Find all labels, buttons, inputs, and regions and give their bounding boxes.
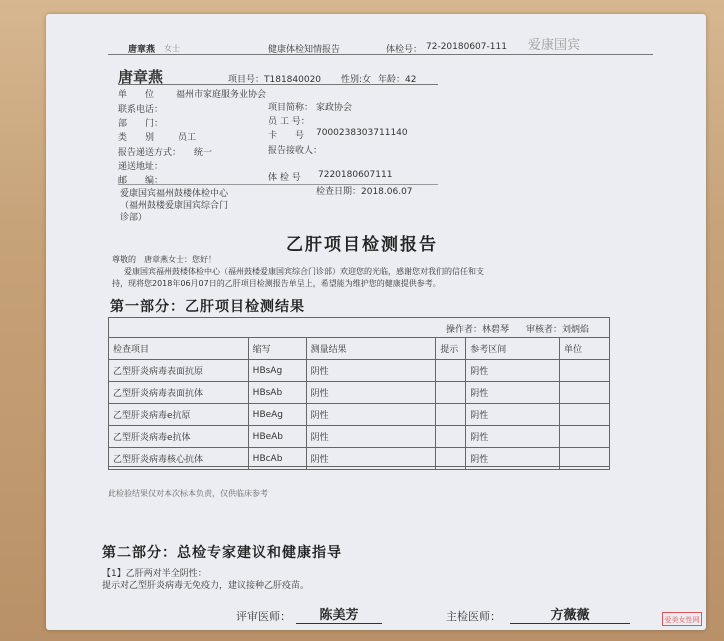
cell-result: 阴性: [306, 448, 436, 470]
disclaimer-note: 此检验结果仅对本次标本负责，仅供临床参考: [108, 489, 268, 498]
cell-abbr: HBsAb: [248, 382, 306, 404]
table-row: [109, 382, 610, 404]
reviewer-doctor-label: 评审医师：: [236, 610, 291, 623]
cell-abbr: HBsAg: [248, 360, 306, 382]
cell-result: 阴性: [306, 360, 436, 382]
header-exam-no: 72-20180607-111: [426, 42, 507, 52]
col-header-reference: 参考区间: [466, 338, 560, 360]
cell-hint: [436, 448, 466, 470]
cell-item: 乙型肝炎病毒表面抗原: [109, 360, 249, 382]
center-line-1: 爱康国宾福州鼓楼体检中心: [120, 189, 229, 199]
patient-gender: 性别:女: [341, 75, 372, 85]
reviewer: 审核者：刘炳焰: [526, 325, 590, 335]
col-header-unit: 单位: [560, 338, 610, 360]
cell-item: 乙型肝炎病毒表面抗体: [109, 382, 249, 404]
header-name: 唐章燕: [128, 45, 156, 55]
table-row: [109, 426, 610, 448]
unit-label: 单 位: [118, 90, 155, 100]
cell-reference: 阴性: [466, 404, 560, 426]
cell-unit: [560, 404, 610, 426]
postcode-label: 邮 编：: [118, 176, 164, 186]
cell-unit: [560, 448, 610, 470]
project-short-value: 家政协会: [316, 103, 353, 113]
header-exam-no-label: 体检号：: [386, 45, 423, 55]
cell-item: 乙型肝炎病毒核心抗体: [109, 448, 249, 470]
col-header-abbr: 缩写: [248, 338, 306, 360]
cell-abbr: HBcAb: [248, 448, 306, 470]
cell-result: 阴性: [306, 404, 436, 426]
report-title: 乙肝项目检测报告: [286, 235, 438, 255]
center-line-3: 诊部）: [120, 213, 148, 223]
receiver-label: 报告接收人：: [268, 146, 323, 156]
employee-no-label: 员 工 号：: [268, 117, 310, 127]
cell-unit: [560, 382, 610, 404]
category-label: 类 别: [118, 133, 155, 143]
cell-abbr: HBeAb: [248, 426, 306, 448]
center-line-2: （福州鼓楼爱康国宾综合门: [120, 201, 229, 211]
cell-hint: [436, 426, 466, 448]
cell-unit: [560, 360, 610, 382]
table-row: [109, 448, 610, 470]
table-row: [109, 404, 610, 426]
card-value: 7000238303711140: [316, 128, 408, 138]
chief-doctor-label: 主检医师：: [446, 610, 501, 623]
exam-no-value: 7220180607111: [318, 170, 393, 180]
col-header-result: 测量结果: [306, 338, 436, 360]
header-name-suffix: 女士: [164, 44, 180, 53]
watermark-stamp: 爱美女性网: [662, 612, 702, 626]
part1-title: 第一部分：乙肝项目检测结果: [110, 299, 305, 315]
part2-title: 第二部分：总检专家建议和健康指导: [102, 545, 342, 561]
delivery-label: 报告递送方式：: [118, 148, 182, 158]
header-divider: [108, 54, 653, 55]
brand-logo-text: 爱康国宾: [528, 38, 581, 53]
advice-item-1-detail: 提示对乙型肝炎病毒无免疫力，建议接种乙肝疫苗。: [102, 581, 310, 591]
cell-reference: 阴性: [466, 360, 560, 382]
report-paper: [46, 14, 706, 630]
greeting: 尊敬的 唐章燕女士：您好！: [112, 255, 216, 264]
unit-value: 福州市家庭服务业协会: [176, 90, 267, 100]
cell-item: 乙型肝炎病毒e抗体: [109, 426, 249, 448]
header-doc-type: 健康体检知情报告: [268, 45, 341, 55]
cell-result: 阴性: [306, 426, 436, 448]
chief-doctor-signature: 方薇薇: [510, 604, 630, 624]
advice-item-1: 【1】乙肝两对半全阴性：: [102, 569, 207, 579]
name-underline: [118, 84, 438, 85]
address-label: 递送地址：: [118, 162, 164, 172]
cell-hint: [436, 382, 466, 404]
cell-reference: 阴性: [466, 426, 560, 448]
dept-label: 部 门：: [118, 119, 164, 129]
cell-reference: 阴性: [466, 448, 560, 470]
cell-unit: [560, 426, 610, 448]
cell-reference: 阴性: [466, 382, 560, 404]
cell-hint: [436, 360, 466, 382]
phone-label: 联系电话：: [118, 105, 164, 115]
table-row: [109, 360, 610, 382]
project-number: 项目号：T181840020: [228, 75, 322, 85]
exam-no-label: 体 检 号: [268, 173, 301, 183]
cell-abbr: HBeAg: [248, 404, 306, 426]
cell-result: 阴性: [306, 382, 436, 404]
results-table: [108, 337, 610, 470]
table-header-row: [109, 338, 610, 360]
col-header-hint: 提示: [436, 338, 466, 360]
intro-line-2: 持，现将您2018年06月07日的乙肝项目检测报告单呈上，希望能为维护您的健康提供参考。: [112, 279, 441, 288]
col-header-item: 检查项目: [109, 338, 249, 360]
patient-name: 唐章燕: [118, 68, 164, 86]
exam-date: 检查日期：2018.06.07: [316, 187, 413, 197]
delivery-value: 统一: [194, 148, 213, 158]
cell-hint: [436, 404, 466, 426]
intro-line-1: 爱康国宾福州鼓楼体检中心（福州鼓楼爱康国宾综合门诊部）欢迎您的光临，感谢您对我们的信任和支: [124, 267, 484, 276]
reviewer-doctor-signature: 陈美芳: [296, 604, 382, 624]
card-label: 卡 号: [268, 131, 305, 141]
operator: 操作者：林碧琴: [446, 325, 510, 335]
project-short-label: 项目简称：: [268, 103, 314, 113]
category-value: 员工: [178, 133, 197, 143]
cell-item: 乙型肝炎病毒e抗原: [109, 404, 249, 426]
patient-age: 年龄：42: [378, 75, 417, 85]
